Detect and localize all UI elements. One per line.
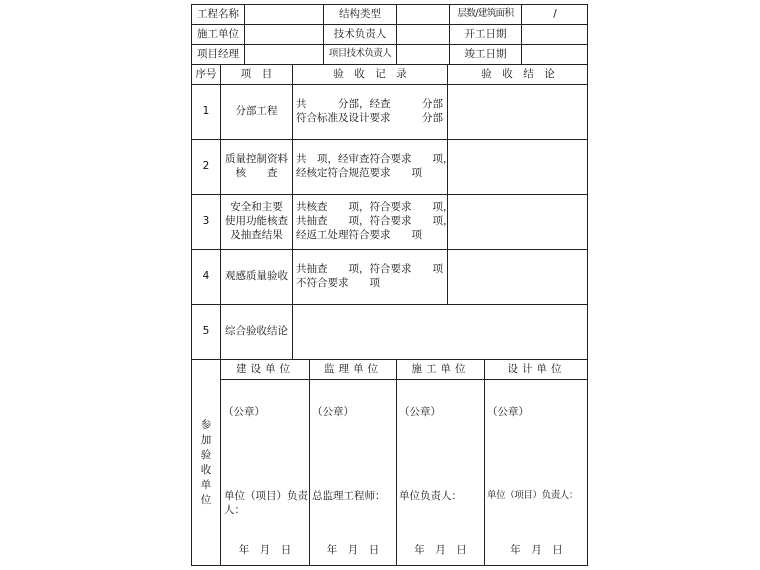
column-header-item: 项 目 (240, 68, 273, 80)
seal-placeholder: （公章） (399, 406, 441, 418)
row-3-seq: 3 (202, 215, 210, 227)
row-2-item: 质量控制资料 (225, 153, 288, 165)
unit-name-contractor: 施工单位 (411, 363, 470, 375)
row-3-item: 及抽查结果 (230, 229, 283, 241)
divider (220, 64, 221, 566)
divider (292, 64, 293, 359)
project-name-label: 工程名称 (197, 8, 239, 20)
row-4-record-line: 共抽查 项，符合要求 项 (296, 263, 443, 275)
row-3-record-line: 经返工处理符合要求 项 (296, 229, 422, 241)
row-5-item: 综合验收结论 (225, 325, 288, 337)
row-5-seq: 5 (202, 325, 210, 337)
row-4-seq: 4 (202, 270, 210, 282)
unit-name-construction-owner: 建设单位 (236, 363, 294, 375)
participants-label: 参加验收单位 (200, 419, 212, 506)
completion-date-label: 竣工日期 (464, 48, 507, 60)
project-tech-lead-label: 项目技术负责人 (328, 48, 392, 59)
date-placeholder: 年 月 日 (414, 544, 467, 556)
divider (191, 139, 588, 140)
structure-type-label: 结构类型 (339, 8, 381, 20)
signer-label: 单位（项目）负责人： (487, 490, 579, 501)
date-placeholder: 年 月 日 (326, 544, 380, 556)
divider (191, 304, 588, 305)
row-3-item: 安全和主要 (230, 201, 283, 213)
start-date-label: 开工日期 (464, 28, 507, 40)
date-placeholder: 年 月 日 (238, 544, 292, 556)
row-1-seq: 1 (202, 105, 210, 117)
row-4-item: 观感质量验收 (225, 270, 288, 282)
row-2-seq: 2 (202, 160, 210, 172)
project-manager-label: 项目经理 (197, 48, 239, 60)
row-2-record-line: 经核定符合规范要求 项 (296, 167, 422, 179)
divider (191, 359, 588, 360)
row-1-record-line: 符合标准及设计要求 分部 (296, 112, 443, 124)
divider (191, 84, 588, 85)
divider (244, 4, 245, 64)
date-placeholder: 年 月 日 (510, 544, 563, 556)
divider (191, 44, 588, 45)
seal-placeholder: （公章） (487, 406, 529, 418)
row-1-item: 分部工程 (235, 105, 278, 117)
column-header-seq: 序号 (195, 68, 217, 80)
signer-label: 单位负责人： (399, 490, 462, 502)
row-4-record-line: 不符合要求 项 (296, 277, 380, 289)
row-2-item: 核 查 (235, 167, 278, 179)
floors-area-value: / (553, 8, 557, 20)
row-2-record-line: 共 项，经审查符合要求 项， (296, 153, 454, 165)
seal-placeholder: （公章） (223, 406, 265, 418)
unit-name-design: 设计单位 (507, 363, 566, 375)
divider (447, 64, 448, 304)
divider (191, 24, 588, 25)
divider (191, 249, 588, 250)
row-1-record-line: 共 分部，经查 分部 (296, 98, 443, 110)
seal-placeholder: （公章） (312, 406, 354, 418)
row-3-record-line: 共核查 项，符合要求 项， (296, 201, 454, 213)
divider (484, 359, 485, 566)
construction-unit-label: 施工单位 (197, 28, 239, 40)
row-3-record-line: 共抽查 项，符合要求 项， (296, 215, 454, 227)
divider (191, 64, 588, 65)
row-3-item: 使用功能核查 (225, 215, 288, 227)
unit-name-supervision: 监理单位 (324, 363, 382, 375)
tech-lead-label: 技术负责人 (333, 28, 387, 40)
divider (220, 379, 588, 380)
divider (396, 4, 397, 64)
divider (396, 359, 397, 566)
form-border (191, 4, 588, 566)
column-header-conclusion: 验 收 结 论 (481, 68, 555, 80)
divider (309, 359, 310, 566)
signer-label: 人： (224, 504, 245, 516)
column-header-record: 验 收 记 录 (333, 68, 407, 80)
signer-label: 单位（项目）负责 (224, 490, 308, 502)
floors-area-label: 层数/建筑面积 (457, 8, 514, 19)
divider (191, 194, 588, 195)
signer-label: 总监理工程师： (312, 490, 386, 502)
